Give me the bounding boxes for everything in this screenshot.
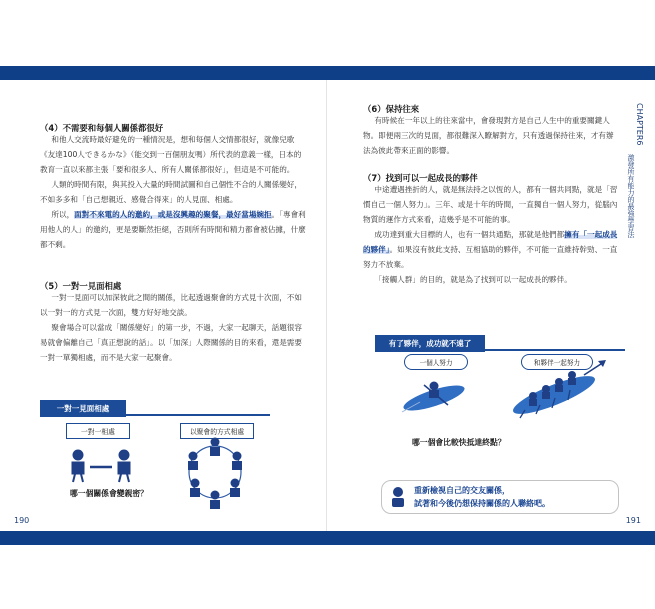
section-4-paragraph-2: 人類的時間有限，與其投入大量的時間試圖和自己個性不合的人關係變好，不如多多和「自己想親近、感覺合得來」的人見面、相處。	[40, 180, 302, 204]
section-4-heading: （4）不需要和每個人關係都很好	[40, 123, 164, 133]
text-span: 。如果沒有彼此支持、互相協助的夥伴，不可能一直維持幹勁、一直努力不放棄。	[363, 245, 618, 269]
note-line-2: 試著和今後仍想保持關係的人聯絡吧。	[414, 499, 550, 508]
team-effort-label: 和夥伴一起努力	[521, 354, 593, 370]
illustration-caption-left: 哪一個關係會變親密？	[70, 489, 148, 498]
person-note-icon	[388, 486, 408, 508]
note-line-1: 重新檢視自己的交友關係，	[414, 486, 510, 495]
section-5-heading: （5）一對一見面相處	[40, 281, 122, 291]
page-number-left: 190	[14, 516, 30, 525]
section-7-heading: （7）找到可以一起成長的夥伴	[363, 173, 478, 183]
section-5-paragraph-2: 聚會場合可以當成「關係變好」的第一步，不過，大家一起聊天，話題很容易就會偏離自己「真正想說的話」。以「加深」人際關係的目的來看，還是需要一對一單獨相處，而不是大家一起聚會。	[40, 323, 302, 362]
text-span: 所以，	[51, 210, 75, 219]
highlighted-text: 面對不來電的人的邀約，或是沒興趣的聚餐，最好當場婉拒	[74, 210, 272, 219]
section-7-paragraph-3: 「接觸人群」的目的，就是為了找到可以一起成長的夥伴。	[374, 275, 572, 284]
text-span: 成功達到重大目標的人，也有一個共通點，那就是他們都	[374, 230, 565, 239]
section-6-heading: （6）保持往來	[363, 104, 420, 114]
section-5-paragraph-1: 一對一見面可以加深彼此之間的關係，比起透過聚會的方式見十次面，不如以一對一的方式見一次面，雙方好好地交談。	[40, 293, 302, 317]
group-gathering-label: 以聚會的方式相處	[180, 423, 254, 439]
chapter-title: 激發所有能力的最強學習法	[627, 154, 635, 238]
section-4-paragraph-1: 和他人交流時最好避免的一種情況是，想和每個人交情都很好，就像兒歌《友達100人できるかな》（能交到一百個朋友嗎）所代表的意義一樣，日本的教育一直以來都主張「要和很多人、所有人關係都很好」，但這是不可能的。	[40, 135, 302, 174]
illustration-caption-right: 哪一個會比較快抵達終點？	[412, 438, 506, 447]
illustration-tab-right: 有了夥伴，成功就不遠了	[375, 335, 485, 352]
alone-effort-label: 一個人努力	[404, 354, 468, 370]
section-6-paragraph-1: 有時候在一年以上的往來當中，會發現對方是自己人生中的重要關鍵人物。即便兩三次的見面，都很難深入瞭解對方，只有透過保持往來，才有辦法為彼此帶來正面的影響。	[363, 116, 614, 155]
highlighted-text: 擁有「一起成長的夥伴」	[363, 230, 618, 254]
one-on-one-label: 一對一相處	[66, 423, 130, 439]
page-number-right: 191	[625, 516, 641, 525]
section-7-paragraph-1: 中途遭遇挫折的人，就是無法持之以恆的人，都有一個共同點，就是「習慣自己一個人努力」。三年、或是十年的時間，一直獨自一個人努力，從腦內物質的運作方式來看，這幾乎是不可能的事。	[363, 185, 618, 224]
note-text	[414, 484, 550, 510]
chapter-label: CHAPTER6	[635, 103, 644, 146]
illustration-tab-left: 一對一見面相處	[40, 400, 126, 417]
text-span: 。「專會利用他人的人」的邀約，更是要斷然拒絕，否則所有時間和精力都會被佔據，什麼都不剩。	[40, 210, 306, 249]
action-note-box	[381, 480, 619, 514]
